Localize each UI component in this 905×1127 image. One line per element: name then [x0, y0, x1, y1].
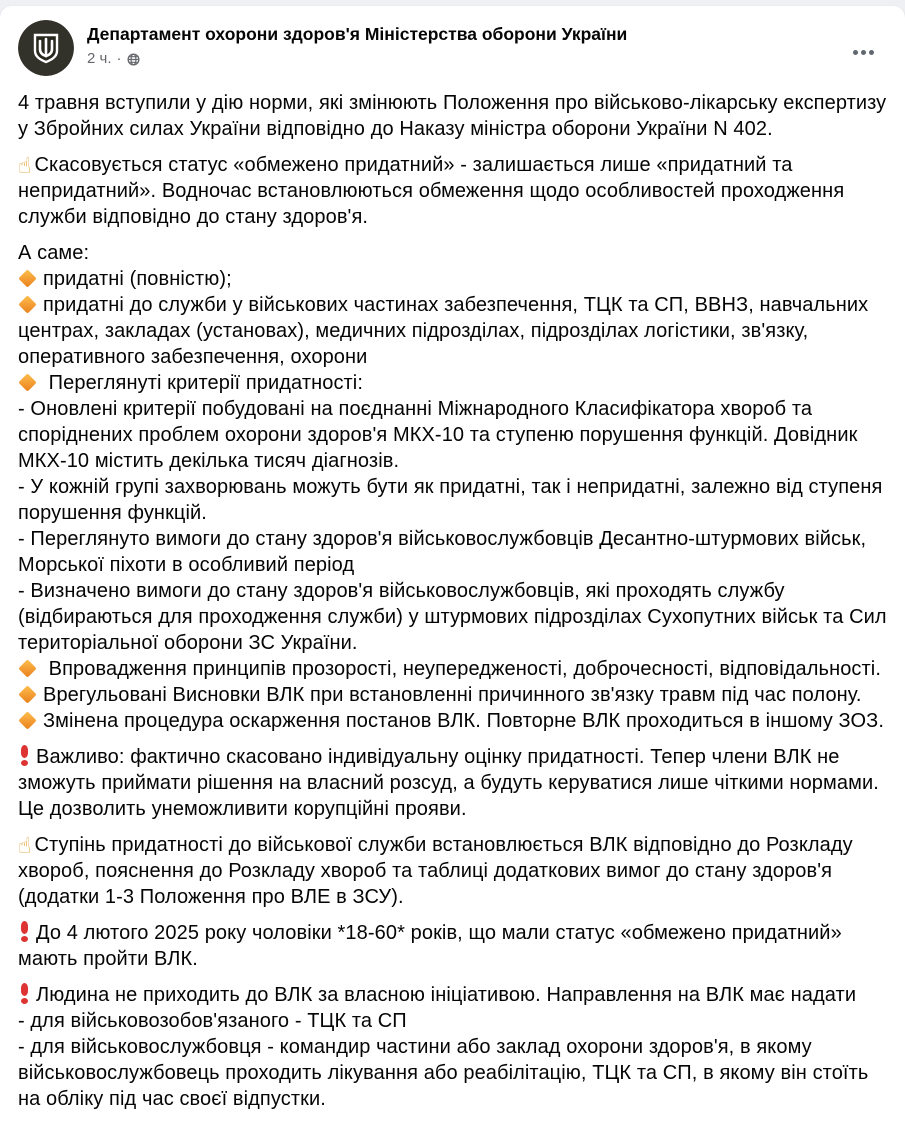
- post-paragraph: [18, 920, 887, 972]
- pointing-finger-icon: ☝: [18, 834, 32, 859]
- post-paragraph: [18, 982, 887, 1112]
- globe-icon: [127, 53, 140, 66]
- post-line: [18, 152, 887, 230]
- ellipsis-icon: [861, 50, 866, 55]
- pointing-finger-icon: ☝: [18, 154, 32, 179]
- post-text: придатні до служби у військових частинах забезпечення, ТЦК та СП, ВВНЗ, навчальних центрах, закладах (установах), медичних підрозділах, підрозділах логістики, зв'язку, оперативного забезпечення, охорони: [18, 294, 869, 368]
- post-paragraph: [18, 744, 887, 822]
- post-line: [18, 396, 887, 474]
- post-text: Людина не приходить до ВЛК за власною ініціативою. Направлення на ВЛК має надати: [36, 984, 857, 1006]
- post-text: Ступінь придатності до військової служби встановлюється ВЛК відповідно до Розкладу хвороб, пояснення до Розкладу хвороб та таблиці додаткових вимог до стану здоров'я (додатки 1-3 Положення про ВЛЕ в ЗСУ).: [18, 834, 853, 908]
- post-text: До 4 лютого 2025 року чоловіки *18-60* років, що мали статус «обмежено придатний» мають пройти ВЛК.: [18, 922, 842, 970]
- red-exclamation-icon: [18, 921, 31, 942]
- post-text: придатні (повністю);: [43, 268, 232, 290]
- post-line: [18, 982, 887, 1008]
- post-text: А саме:: [18, 242, 90, 264]
- post-line: [18, 526, 887, 578]
- post-line: [18, 292, 887, 370]
- orange-diamond-icon: [18, 685, 36, 703]
- post-header: [18, 20, 887, 78]
- post-line: [18, 1034, 887, 1112]
- facebook-post-card: [0, 6, 905, 1127]
- post-line: [18, 370, 887, 396]
- post-text: Важливо: фактично скасовано індивідуальну оцінку придатності. Тепер члени ВЛК не зможуть приймати рішення на власний розсуд, а будуть керуватися лише чіткими нормами. Це дозволить унеможливити корупційні прояви.: [18, 746, 879, 820]
- post-paragraph: [18, 240, 887, 734]
- page-name-link[interactable]: Департамент охорони здоров'я Міністерства оборони України: [87, 24, 628, 44]
- post-text: - Переглянуто вимоги до стану здоров'я військовослужбовців Десантно-штурмових військ, Морської піхоти в особливий період: [18, 528, 867, 576]
- post-line: [18, 90, 887, 142]
- post-text: Переглянуті критерії придатності:: [43, 372, 364, 394]
- ellipsis-icon: [853, 50, 858, 55]
- post-paragraph: [18, 90, 887, 142]
- post-line: [18, 240, 887, 266]
- orange-diamond-icon: [18, 373, 36, 391]
- post-paragraph: [18, 152, 887, 230]
- post-text: Врегульовані Висновки ВЛК при встановленні причинного зв'язку травм під час полону.: [43, 684, 862, 706]
- post-line: [18, 474, 887, 526]
- post-line: [18, 920, 887, 972]
- orange-diamond-icon: [18, 295, 36, 313]
- red-exclamation-icon: [18, 983, 31, 1004]
- post-text: - для військовозобов'язаного - ТЦК та СП: [18, 1010, 407, 1032]
- header-meta: [87, 20, 627, 68]
- post-text: - Оновлені критерії побудовані на поєднанні Міжнародного Класифікатора хвороб та споріднених проблем охорони здоров'я МКХ-10 та ступеню порушення функцій. Довідник МКХ-10 містить декілька тисяч діагнозів.: [18, 398, 858, 472]
- post-line: [18, 682, 887, 708]
- red-exclamation-icon: [18, 745, 31, 766]
- post-body: [18, 90, 887, 1112]
- post-line: [18, 1008, 887, 1034]
- post-text: Впровадження принципів прозорості, неупередженості, доброчесності, відповідальності.: [43, 658, 881, 680]
- post-text: - Визначено вимоги до стану здоров'я військовослужбовців, які проходять службу (відбираються для проходження служби) у штурмових підрозділах Сухопутних військ та Сил територіальної оборони ЗС України.: [18, 580, 887, 654]
- post-line: [18, 708, 887, 734]
- ellipsis-icon: [869, 50, 874, 55]
- post-line: [18, 266, 887, 292]
- orange-diamond-icon: [18, 269, 36, 287]
- post-line: [18, 578, 887, 656]
- post-text: - У кожній групі захворювань можуть бути як придатні, так і непридатні, залежно від ступеня порушення функцій.: [18, 476, 883, 524]
- post-meta-line: [87, 49, 627, 68]
- post-text: Змінена процедура оскарження постанов ВЛК. Повторне ВЛК проходиться в іншому ЗОЗ.: [43, 710, 884, 732]
- orange-diamond-icon: [18, 711, 36, 729]
- post-options-button[interactable]: [845, 34, 881, 70]
- post-text: 4 травня вступили у дію норми, які змінюють Положення про військово-лікарську експертизу у Збройних силах України відповідно до Наказу міністра оборони України N 402.: [18, 92, 887, 140]
- orange-diamond-icon: [18, 659, 36, 677]
- page-avatar[interactable]: [18, 20, 74, 76]
- timestamp-link[interactable]: 2 ч.: [87, 50, 112, 67]
- post-line: [18, 744, 887, 822]
- post-text: - для військовослужбовця - командир частини або заклад охорони здоров'я, в якому військовослужбовець проходить лікування або реабілітацію, ТЦК та СП, в якому він стоїть на обліку під час своєї відпустки.: [18, 1036, 869, 1110]
- post-line: [18, 656, 887, 682]
- post-paragraph: [18, 832, 887, 910]
- post-line: [18, 832, 887, 910]
- meta-separator: ·: [116, 50, 122, 67]
- post-text: Скасовується статус «обмежено придатний» - залишається лише «придатний та непридатний». Водночас встановлюються обмеження щодо особливостей проходження служби відповідно до стану здоров'я.: [18, 154, 845, 228]
